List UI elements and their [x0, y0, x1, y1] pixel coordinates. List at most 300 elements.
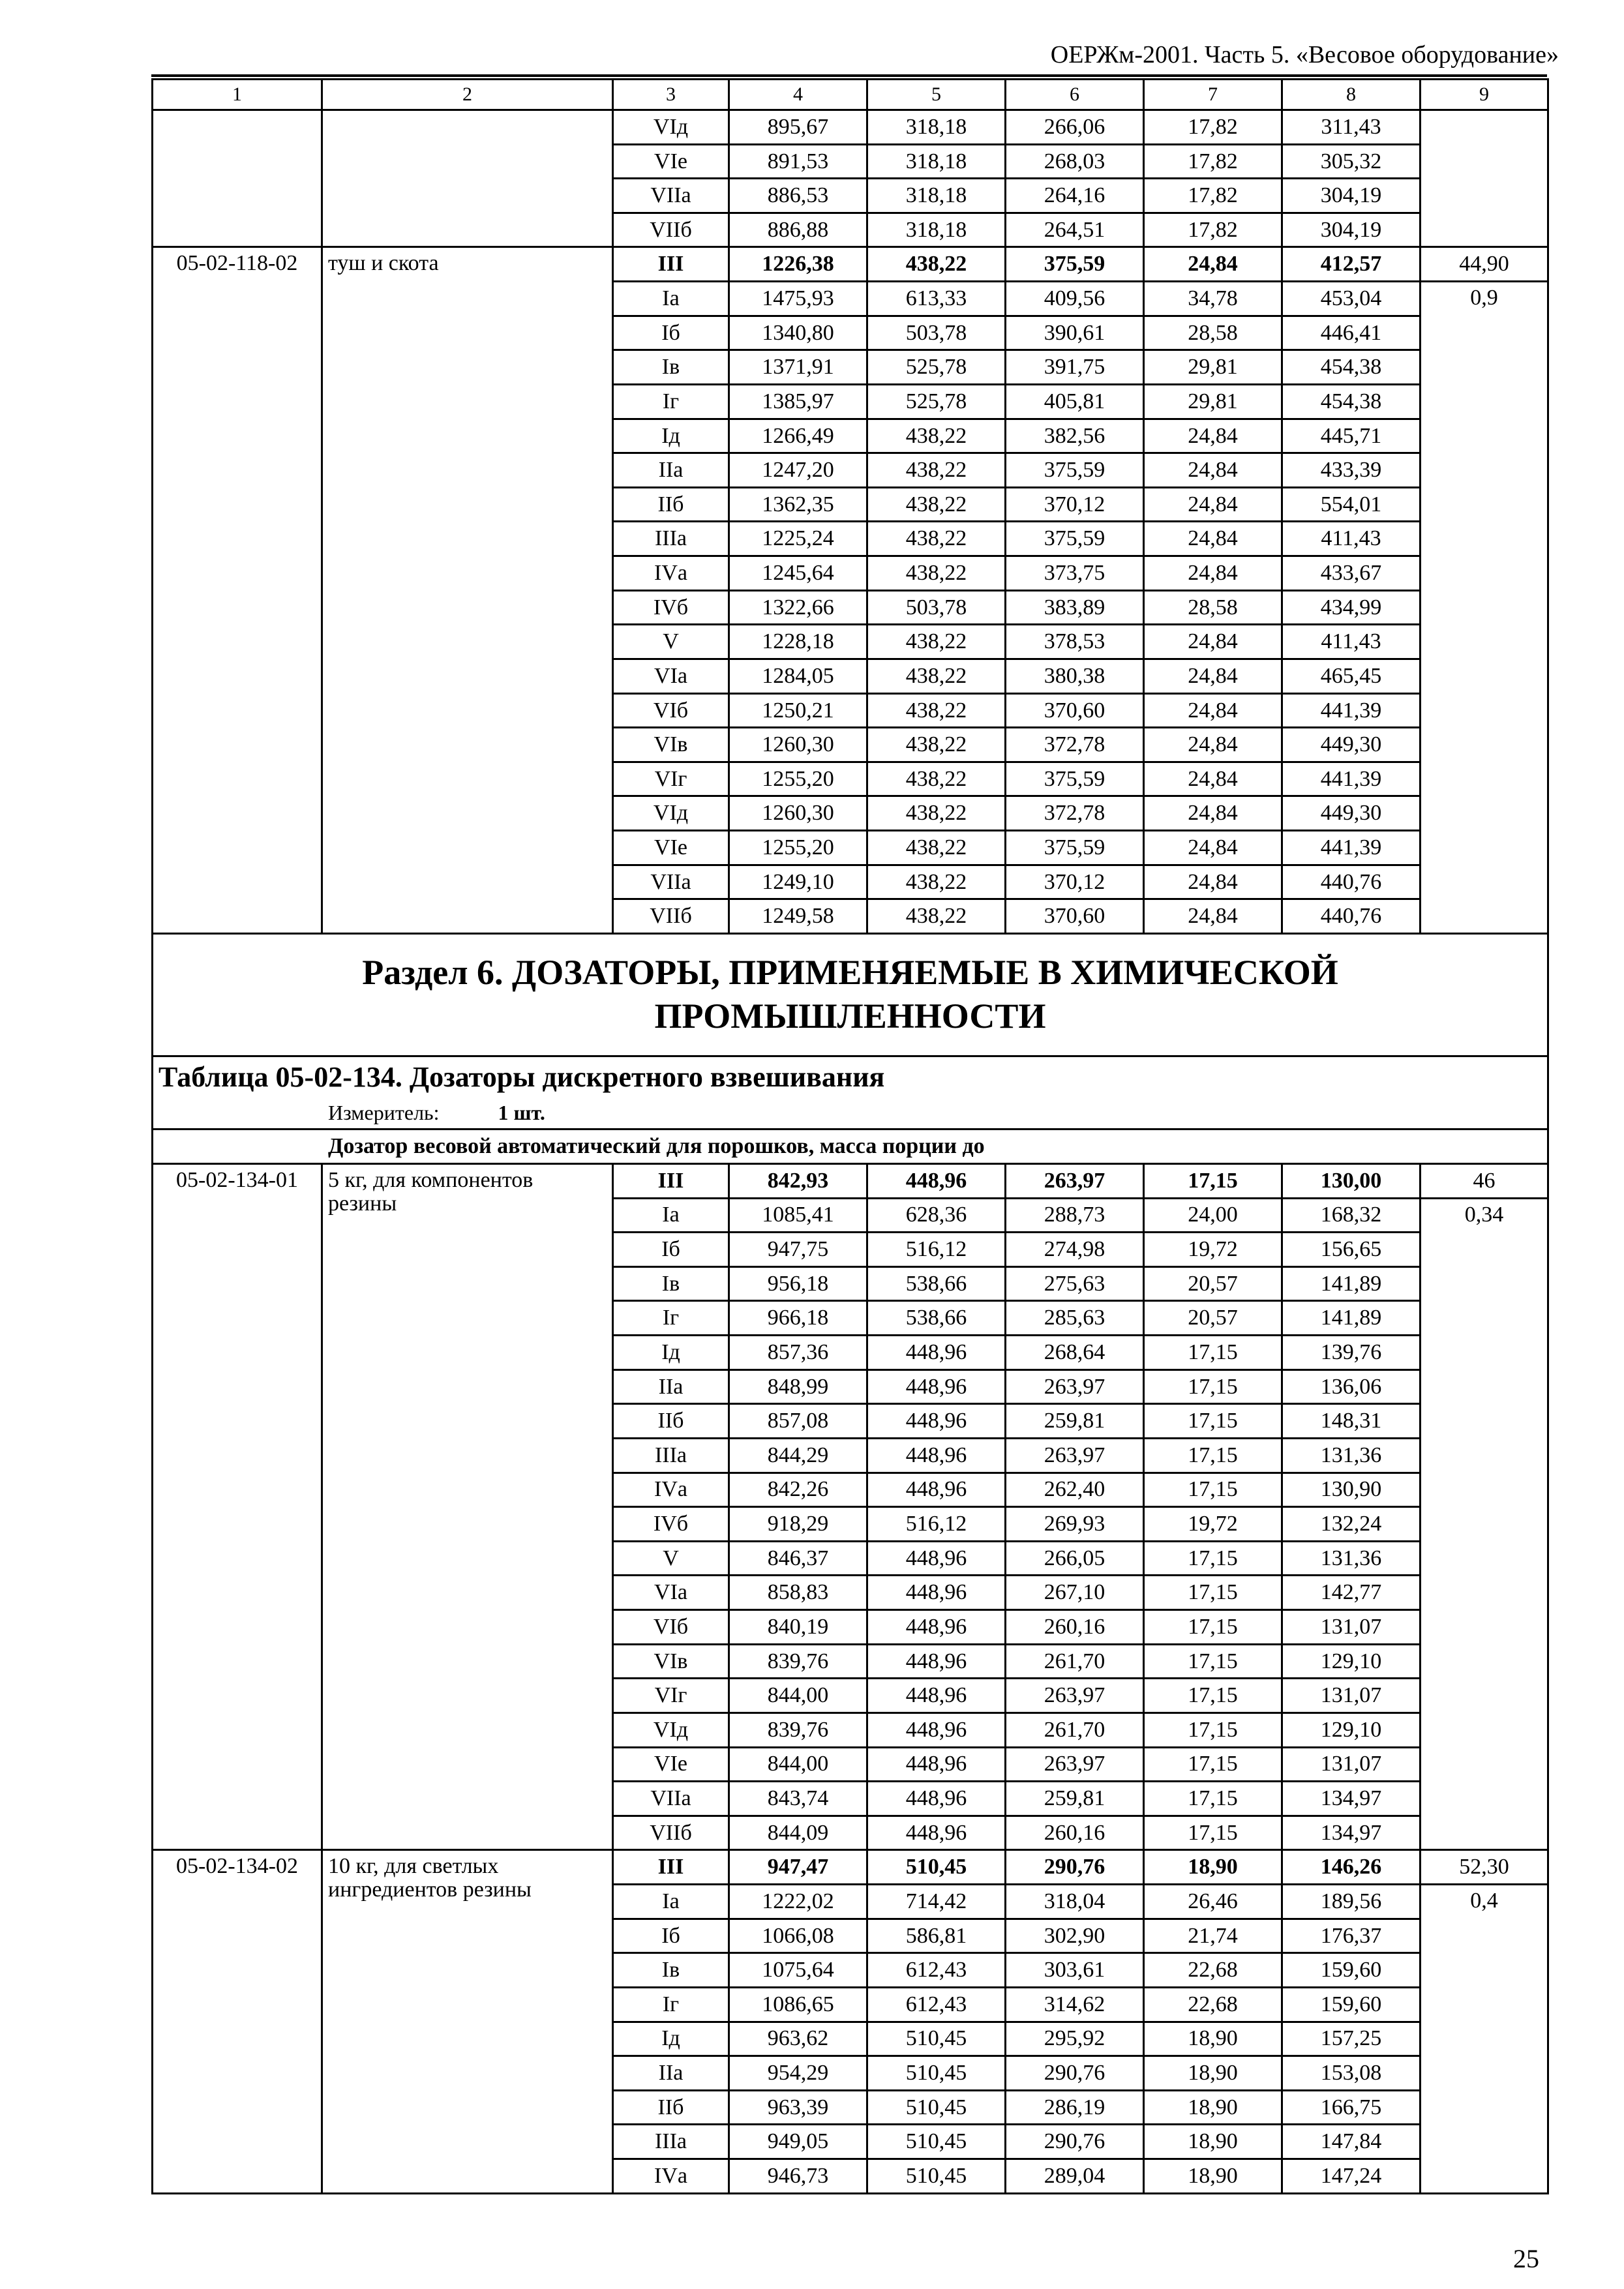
value-cell: 131,07: [1282, 1610, 1421, 1645]
value-cell: 1475,93: [729, 282, 867, 316]
value-cell: 857,08: [729, 1404, 867, 1439]
value-cell: 438,22: [867, 762, 1006, 796]
value-cell: 26,46: [1144, 1885, 1282, 1919]
value-cell: 22,68: [1144, 1953, 1282, 1988]
section-heading-line1: Раздел 6. ДОЗАТОРЫ, ПРИМЕНЯЕМЫЕ В ХИМИЧЕСКОЙ: [362, 952, 1338, 992]
value-cell: 24,84: [1144, 419, 1282, 453]
value-cell: 538,66: [867, 1266, 1006, 1301]
value-cell: 263,97: [1006, 1163, 1144, 1198]
value-cell: 17,15: [1144, 1713, 1282, 1747]
zone-cell: VIIа: [613, 865, 729, 899]
zone-cell: IIа: [613, 453, 729, 488]
zone-cell: IVа: [613, 2159, 729, 2194]
column-number-row: [153, 80, 1548, 110]
zone-cell: VIIа: [613, 179, 729, 213]
rates-table: [151, 78, 1549, 2194]
value-cell: 510,45: [867, 2056, 1006, 2091]
value-cell: 24,84: [1144, 831, 1282, 865]
column-number: 4: [729, 80, 867, 110]
zone-cell: IIб: [613, 2090, 729, 2125]
value-cell: 438,22: [867, 522, 1006, 556]
value-cell: 134,97: [1282, 1816, 1421, 1850]
value-cell: 17,15: [1144, 1816, 1282, 1850]
zone-cell: VIе: [613, 144, 729, 179]
value-cell: 1226,38: [729, 247, 867, 282]
value-cell: 289,04: [1006, 2159, 1144, 2194]
value-cell: 448,96: [867, 1336, 1006, 1370]
value-cell: 844,29: [729, 1438, 867, 1473]
value-cell: 18,90: [1144, 2056, 1282, 2091]
value-cell: 17,15: [1144, 1473, 1282, 1507]
value-cell: 147,24: [1282, 2159, 1421, 2194]
zone-cell: Iг: [613, 1301, 729, 1336]
zone-cell: IIб: [613, 487, 729, 522]
value-cell: 1385,97: [729, 384, 867, 419]
value-cell: 438,22: [867, 487, 1006, 522]
value-cell: 963,39: [729, 2090, 867, 2125]
value-cell: 448,96: [867, 1610, 1006, 1645]
zone-cell: IIа: [613, 1369, 729, 1404]
value-cell: 516,12: [867, 1233, 1006, 1267]
value-cell: 24,84: [1144, 865, 1282, 899]
value-cell: 263,97: [1006, 1369, 1144, 1404]
value-cell: 24,84: [1144, 247, 1282, 282]
zone-cell: VIв: [613, 1644, 729, 1679]
zone-cell: Iб: [613, 1233, 729, 1267]
value-cell: 1247,20: [729, 453, 867, 488]
value-cell: 1340,80: [729, 316, 867, 350]
value-cell: 438,22: [867, 419, 1006, 453]
value-cell: 148,31: [1282, 1404, 1421, 1439]
value-cell: 176,37: [1282, 1919, 1421, 1953]
value-cell: 438,22: [867, 728, 1006, 762]
value-cell: 18,90: [1144, 2159, 1282, 2194]
value-cell: 311,43: [1282, 110, 1421, 144]
value-cell: 372,78: [1006, 796, 1144, 831]
value-cell: 18,90: [1144, 2022, 1282, 2056]
zone-cell: IVб: [613, 590, 729, 625]
value-cell: 525,78: [867, 350, 1006, 385]
value-cell: 269,93: [1006, 1507, 1144, 1542]
code-cell: 05-02-134-02: [153, 1850, 322, 2194]
value-cell: 441,39: [1282, 693, 1421, 728]
value-cell: 130,00: [1282, 1163, 1421, 1198]
value-cell: 17,15: [1144, 1163, 1282, 1198]
value-cell: 17,82: [1144, 213, 1282, 247]
value-cell: 433,67: [1282, 556, 1421, 591]
value-cell: 17,15: [1144, 1644, 1282, 1679]
value-cell: 858,83: [729, 1576, 867, 1610]
value-cell: 440,76: [1282, 899, 1421, 934]
value-cell: 24,84: [1144, 762, 1282, 796]
value-cell: 510,45: [867, 1850, 1006, 1885]
value-cell: 159,60: [1282, 1987, 1421, 2022]
value-cell: 262,40: [1006, 1473, 1144, 1507]
value-cell: 370,12: [1006, 865, 1144, 899]
value-cell: 274,98: [1006, 1233, 1144, 1267]
value-cell: 17,15: [1144, 1438, 1282, 1473]
value-cell: 264,51: [1006, 213, 1144, 247]
value-cell: 839,76: [729, 1713, 867, 1747]
zone-cell: VIIб: [613, 1816, 729, 1850]
zone-cell: Iг: [613, 1987, 729, 2022]
value-cell: 17,82: [1144, 179, 1282, 213]
value-cell: 266,05: [1006, 1541, 1144, 1576]
value-cell: 453,04: [1282, 282, 1421, 316]
value-cell: 129,10: [1282, 1713, 1421, 1747]
value-cell: 438,22: [867, 865, 1006, 899]
value-cell: 141,89: [1282, 1266, 1421, 1301]
value-cell: 438,22: [867, 693, 1006, 728]
table-title-row: [153, 1056, 1548, 1098]
subheading: Дозатор весовой автоматический для порошков, масса порции до: [153, 1130, 1548, 1164]
value-cell: 956,18: [729, 1266, 867, 1301]
zone-cell: IIIа: [613, 2125, 729, 2159]
value-cell: 295,92: [1006, 2022, 1144, 2056]
value-cell: 954,29: [729, 2056, 867, 2091]
value-cell: 168,32: [1282, 1198, 1421, 1233]
value-cell: 844,09: [729, 1816, 867, 1850]
value-cell: 840,19: [729, 1610, 867, 1645]
value-cell: 24,84: [1144, 625, 1282, 659]
value-cell: 448,96: [867, 1747, 1006, 1782]
value-cell: 448,96: [867, 1438, 1006, 1473]
value-cell: 17,15: [1144, 1679, 1282, 1713]
value-cell: 136,06: [1282, 1369, 1421, 1404]
value-cell: 465,45: [1282, 659, 1421, 693]
value-cell: 17,15: [1144, 1336, 1282, 1370]
value-cell: 17,15: [1144, 1576, 1282, 1610]
value-cell: 382,56: [1006, 419, 1144, 453]
value-cell: 438,22: [867, 796, 1006, 831]
zone-cell: Iв: [613, 1953, 729, 1988]
zone-cell: VIIб: [613, 899, 729, 934]
value-cell: 409,56: [1006, 282, 1144, 316]
value-cell: 434,99: [1282, 590, 1421, 625]
value-cell: 843,74: [729, 1782, 867, 1816]
zone-cell: Iг: [613, 384, 729, 419]
column-number: 1: [153, 80, 322, 110]
value-cell: 966,18: [729, 1301, 867, 1336]
name-cell-continued: [322, 110, 613, 247]
zone-cell: VIв: [613, 728, 729, 762]
section-heading-line2: ПРОМЫШЛЕННОСТИ: [654, 996, 1046, 1036]
value-cell: 17,15: [1144, 1541, 1282, 1576]
value-cell: 947,75: [729, 1233, 867, 1267]
value-cell: 20,57: [1144, 1266, 1282, 1301]
value-cell: 1249,10: [729, 865, 867, 899]
value-cell: 946,73: [729, 2159, 867, 2194]
value-cell: 842,26: [729, 1473, 867, 1507]
value-cell: 131,07: [1282, 1747, 1421, 1782]
value-cell: 390,61: [1006, 316, 1144, 350]
value-cell: 375,59: [1006, 762, 1144, 796]
value-cell: 1266,49: [729, 419, 867, 453]
value-cell: 1260,30: [729, 728, 867, 762]
name-cell: 5 кг, для компонентов резины: [322, 1163, 613, 1850]
value-cell: 1225,24: [729, 522, 867, 556]
value-cell: 448,96: [867, 1644, 1006, 1679]
column-number: 3: [613, 80, 729, 110]
value-cell: 1255,20: [729, 762, 867, 796]
table-row: [153, 1163, 1548, 1198]
zone-cell: VIд: [613, 796, 729, 831]
zone-cell: VIг: [613, 762, 729, 796]
col9-cell-continued: [1421, 110, 1548, 247]
zone-cell: Iб: [613, 1919, 729, 1953]
value-cell: 375,59: [1006, 247, 1144, 282]
code-cell-continued: [153, 110, 322, 247]
value-cell: 24,84: [1144, 899, 1282, 934]
table-title: Таблица 05-02-134. Дозаторы дискретного взвешивания: [153, 1056, 1548, 1098]
value-cell: 372,78: [1006, 728, 1144, 762]
value-cell: 448,96: [867, 1163, 1006, 1198]
value-cell: 264,16: [1006, 179, 1144, 213]
subheading-row: [153, 1130, 1548, 1164]
value-cell: 1322,66: [729, 590, 867, 625]
value-cell: 147,84: [1282, 2125, 1421, 2159]
value-cell: 380,38: [1006, 659, 1144, 693]
value-cell: 1086,65: [729, 1987, 867, 2022]
value-cell: 263,97: [1006, 1747, 1144, 1782]
value-cell: 714,42: [867, 1885, 1006, 1919]
value-cell: 24,84: [1144, 728, 1282, 762]
zone-cell: VIг: [613, 1679, 729, 1713]
table-row-continued: [153, 110, 1548, 144]
value-cell: 448,96: [867, 1369, 1006, 1404]
value-cell: 18,90: [1144, 1850, 1282, 1885]
value-cell: 318,18: [867, 179, 1006, 213]
value-cell: 445,71: [1282, 419, 1421, 453]
name-cell: туш и скота: [322, 247, 613, 934]
value-cell: 510,45: [867, 2125, 1006, 2159]
zone-cell: Iд: [613, 419, 729, 453]
value-cell: 448,96: [867, 1404, 1006, 1439]
zone-cell: IVа: [613, 1473, 729, 1507]
value-cell: 370,60: [1006, 693, 1144, 728]
zone-cell: IIIа: [613, 522, 729, 556]
value-cell: 448,96: [867, 1713, 1006, 1747]
value-cell: 438,22: [867, 625, 1006, 659]
zone-cell: Iа: [613, 1885, 729, 1919]
value-cell: 259,81: [1006, 1782, 1144, 1816]
col9-cell: 52,30: [1421, 1850, 1548, 1885]
zone-cell: Iа: [613, 282, 729, 316]
zone-cell: IIIа: [613, 1438, 729, 1473]
value-cell: 1222,02: [729, 1885, 867, 1919]
value-cell: 285,63: [1006, 1301, 1144, 1336]
value-cell: 19,72: [1144, 1507, 1282, 1542]
code-cell: 05-02-134-01: [153, 1163, 322, 1850]
col9-cell: 46: [1421, 1163, 1548, 1198]
value-cell: 17,82: [1144, 110, 1282, 144]
zone-cell: VIIб: [613, 213, 729, 247]
value-cell: 438,22: [867, 831, 1006, 865]
value-cell: 448,96: [867, 1473, 1006, 1507]
value-cell: 286,19: [1006, 2090, 1144, 2125]
value-cell: 28,58: [1144, 590, 1282, 625]
value-cell: 290,76: [1006, 2056, 1144, 2091]
value-cell: 24,00: [1144, 1198, 1282, 1233]
value-cell: 24,84: [1144, 693, 1282, 728]
value-cell: 130,90: [1282, 1473, 1421, 1507]
zone-cell: Iв: [613, 1266, 729, 1301]
value-cell: 449,30: [1282, 728, 1421, 762]
value-cell: 290,76: [1006, 1850, 1144, 1885]
value-cell: 129,10: [1282, 1644, 1421, 1679]
value-cell: 29,81: [1144, 384, 1282, 419]
value-cell: 448,96: [867, 1541, 1006, 1576]
value-cell: 259,81: [1006, 1404, 1144, 1439]
value-cell: 448,96: [867, 1576, 1006, 1610]
value-cell: 17,15: [1144, 1747, 1282, 1782]
value-cell: 314,62: [1006, 1987, 1144, 2022]
zone-cell: III: [613, 247, 729, 282]
value-cell: 1249,58: [729, 899, 867, 934]
value-cell: 24,84: [1144, 487, 1282, 522]
value-cell: 157,25: [1282, 2022, 1421, 2056]
page-number: 25: [1513, 2244, 1539, 2273]
name-cell: 10 кг, для светлых ингредиентов резины: [322, 1850, 613, 2194]
value-cell: 554,01: [1282, 487, 1421, 522]
col9-cell: 0,34: [1421, 1198, 1548, 1850]
value-cell: 370,60: [1006, 899, 1144, 934]
value-cell: 628,36: [867, 1198, 1006, 1233]
value-cell: 1085,41: [729, 1198, 867, 1233]
zone-cell: VIа: [613, 1576, 729, 1610]
value-cell: 449,30: [1282, 796, 1421, 831]
zone-cell: VIд: [613, 110, 729, 144]
value-cell: 24,84: [1144, 659, 1282, 693]
value-cell: 159,60: [1282, 1953, 1421, 1988]
value-cell: 17,15: [1144, 1610, 1282, 1645]
zone-cell: VIд: [613, 1713, 729, 1747]
value-cell: 17,82: [1144, 144, 1282, 179]
value-cell: 22,68: [1144, 1987, 1282, 2022]
value-cell: 448,96: [867, 1782, 1006, 1816]
value-cell: 20,57: [1144, 1301, 1282, 1336]
value-cell: 844,00: [729, 1679, 867, 1713]
value-cell: 260,16: [1006, 1610, 1144, 1645]
value-cell: 391,75: [1006, 350, 1144, 385]
table-row: [153, 247, 1548, 282]
value-cell: 156,65: [1282, 1233, 1421, 1267]
zone-cell: VIе: [613, 1747, 729, 1782]
value-cell: 949,05: [729, 2125, 867, 2159]
value-cell: 441,39: [1282, 762, 1421, 796]
value-cell: 318,18: [867, 213, 1006, 247]
value-cell: 375,59: [1006, 453, 1144, 488]
value-cell: 131,36: [1282, 1438, 1421, 1473]
value-cell: 612,43: [867, 1987, 1006, 2022]
value-cell: 373,75: [1006, 556, 1144, 591]
code-cell: 05-02-118-02: [153, 247, 322, 934]
running-header: ОЕРЖм-2001. Часть 5. «Весовое оборудование»: [1050, 41, 1559, 68]
zone-cell: IVа: [613, 556, 729, 591]
value-cell: 586,81: [867, 1919, 1006, 1953]
value-cell: 947,47: [729, 1850, 867, 1885]
value-cell: 189,56: [1282, 1885, 1421, 1919]
value-cell: 378,53: [1006, 625, 1144, 659]
value-cell: 1371,91: [729, 350, 867, 385]
zone-cell: VIе: [613, 831, 729, 865]
value-cell: 411,43: [1282, 522, 1421, 556]
value-cell: 17,15: [1144, 1782, 1282, 1816]
value-cell: 17,15: [1144, 1404, 1282, 1439]
col9-cell: 0,4: [1421, 1885, 1548, 2194]
value-cell: 261,70: [1006, 1644, 1144, 1679]
value-cell: 142,77: [1282, 1576, 1421, 1610]
value-cell: 268,03: [1006, 144, 1144, 179]
value-cell: 260,16: [1006, 1816, 1144, 1850]
zone-cell: Iд: [613, 2022, 729, 2056]
value-cell: 318,04: [1006, 1885, 1144, 1919]
measure-value: 1 шт.: [498, 1101, 545, 1125]
value-cell: 844,00: [729, 1747, 867, 1782]
value-cell: 1284,05: [729, 659, 867, 693]
value-cell: 441,39: [1282, 831, 1421, 865]
column-number: 7: [1144, 80, 1282, 110]
value-cell: 510,45: [867, 2159, 1006, 2194]
value-cell: 448,96: [867, 1816, 1006, 1850]
value-cell: 510,45: [867, 2022, 1006, 2056]
value-cell: 24,84: [1144, 522, 1282, 556]
value-cell: 132,24: [1282, 1507, 1421, 1542]
value-cell: 263,97: [1006, 1679, 1144, 1713]
value-cell: 375,59: [1006, 522, 1144, 556]
value-cell: 454,38: [1282, 384, 1421, 419]
zone-cell: V: [613, 625, 729, 659]
zone-cell: IIб: [613, 1404, 729, 1439]
value-cell: 268,64: [1006, 1336, 1144, 1370]
column-number: 5: [867, 80, 1006, 110]
value-cell: 510,45: [867, 2090, 1006, 2125]
value-cell: 886,53: [729, 179, 867, 213]
zone-cell: Iб: [613, 316, 729, 350]
value-cell: 263,97: [1006, 1438, 1144, 1473]
value-cell: 275,63: [1006, 1266, 1144, 1301]
zone-cell: VIб: [613, 693, 729, 728]
zone-cell: IVб: [613, 1507, 729, 1542]
value-cell: 24,84: [1144, 796, 1282, 831]
value-cell: 17,15: [1144, 1369, 1282, 1404]
value-cell: 1245,64: [729, 556, 867, 591]
value-cell: 538,66: [867, 1301, 1006, 1336]
value-cell: 288,73: [1006, 1198, 1144, 1233]
zone-cell: III: [613, 1850, 729, 1885]
header-rule: [151, 74, 1547, 77]
value-cell: 28,58: [1144, 316, 1282, 350]
value-cell: 1250,21: [729, 693, 867, 728]
value-cell: 454,38: [1282, 350, 1421, 385]
zone-cell: III: [613, 1163, 729, 1198]
value-cell: 848,99: [729, 1369, 867, 1404]
zone-cell: V: [613, 1541, 729, 1576]
value-cell: 503,78: [867, 590, 1006, 625]
value-cell: 438,22: [867, 453, 1006, 488]
zone-cell: Iа: [613, 1198, 729, 1233]
rates-table-wrapper: [151, 78, 1547, 2194]
value-cell: 448,96: [867, 1679, 1006, 1713]
value-cell: 438,22: [867, 659, 1006, 693]
value-cell: 842,93: [729, 1163, 867, 1198]
value-cell: 503,78: [867, 316, 1006, 350]
value-cell: 857,36: [729, 1336, 867, 1370]
section-row: [153, 933, 1548, 1056]
column-number: 2: [322, 80, 613, 110]
value-cell: 433,39: [1282, 453, 1421, 488]
value-cell: 166,75: [1282, 2090, 1421, 2125]
